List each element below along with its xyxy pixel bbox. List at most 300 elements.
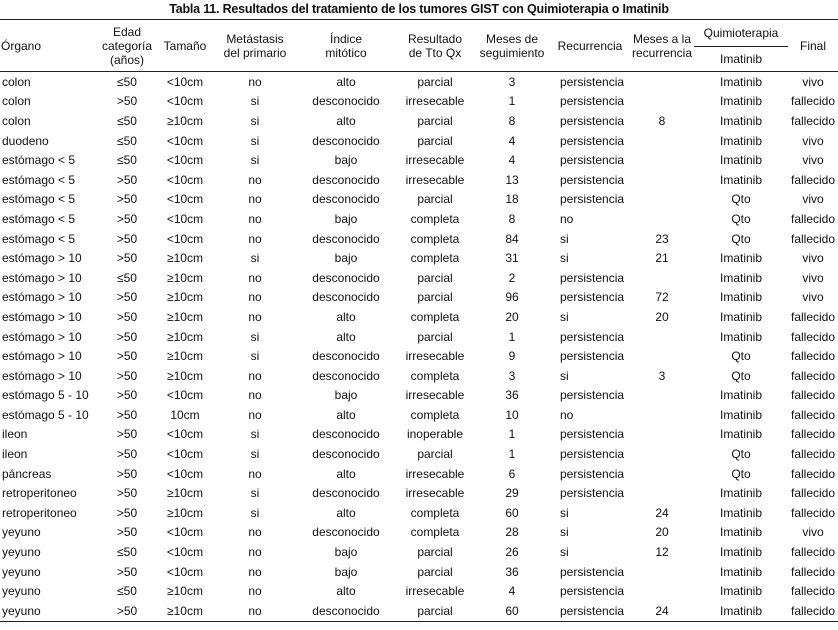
cell-tratamiento: Imatinib — [719, 388, 763, 403]
cell-final: fallecido — [790, 584, 836, 599]
cell-meses: 84 — [505, 231, 519, 246]
cell-recurrencia: persistencia — [560, 466, 625, 481]
cell-recurrencia: si — [560, 368, 569, 383]
cell-edad: >50 — [98, 601, 156, 621]
cell-edad: >50 — [116, 486, 138, 501]
cell-resultado: completa — [410, 505, 460, 520]
header-tamano: Tamaño — [163, 38, 207, 53]
cell-tratamiento: Imatinib — [719, 172, 763, 187]
cell-metastasis: si — [250, 349, 260, 364]
cell-metastasis: si — [250, 447, 260, 462]
cell-edad: >50 — [116, 427, 138, 442]
cell-final: fallecido — [790, 329, 836, 344]
cell-tratamiento: Imatinib — [719, 153, 763, 168]
cell-metastasis: si — [250, 251, 260, 266]
cell-tamano: ≥10cm — [167, 505, 203, 520]
cell-indice: desconocido — [312, 427, 380, 442]
cell-meses: 60 — [474, 601, 550, 621]
cell-tamano: ≥10cm — [167, 113, 203, 128]
cell-organo: estómago 5 - 10 — [2, 388, 89, 403]
cell-indice: desconocido — [312, 368, 380, 383]
cell-meses-recurrencia: 24 — [630, 601, 694, 621]
table-caption: Tabla 11. Resultados del tratamiento de los tumores GIST con Quimioterapia o Imatinib — [169, 2, 669, 16]
cell-tamano: <10cm — [166, 172, 204, 187]
cell-indice: desconocido — [312, 94, 380, 109]
cell-metastasis: si — [250, 486, 260, 501]
cell-metastasis: si — [250, 329, 260, 344]
cell-metastasis: no — [248, 466, 262, 481]
cell-indice: desconocido — [312, 349, 380, 364]
table-row — [0, 248, 838, 268]
cell-meses-recurrencia — [630, 483, 694, 503]
cell-organo: estómago 5 - 10 — [2, 407, 89, 422]
cell-tamano: ≥10cm — [167, 290, 203, 305]
cell-organo: páncreas — [2, 466, 52, 481]
header-meses — [474, 20, 550, 72]
header-resultado-line: Resultado — [407, 31, 463, 46]
cell-tratamiento: Imatinib — [719, 486, 763, 501]
cell-resultado: completa — [410, 211, 460, 226]
cell-edad: >50 — [116, 368, 138, 383]
cell-tamano: <10cm — [166, 74, 204, 89]
cell-tratamiento: Imatinib — [719, 525, 763, 540]
cell-indice: desconocido — [312, 486, 380, 501]
cell-edad: ≤50 — [117, 153, 137, 168]
header-edad-line: categoría — [101, 38, 153, 53]
cell-tratamiento: Qto — [731, 192, 751, 207]
cell-tamano: ≥10cm — [167, 309, 203, 324]
cell-recurrencia: persistencia — [560, 153, 625, 168]
cell-organo: ileon — [2, 447, 28, 462]
cell-tamano: ≥10cm — [167, 486, 203, 501]
table-row — [0, 464, 838, 484]
cell-meses: 20 — [505, 309, 519, 324]
cell-final: vivo — [802, 290, 824, 305]
table-row — [0, 288, 838, 308]
cell-metastasis: no — [248, 211, 262, 226]
cell-metastasis: no — [248, 388, 262, 403]
cell-organo: yeyuno — [2, 545, 41, 560]
cell-meses: 3 — [508, 368, 516, 383]
cell-recurrencia: persistencia — [560, 427, 625, 442]
cell-final: fallecido — [790, 407, 836, 422]
cell-meses: 36 — [505, 564, 519, 579]
cell-resultado: parcial — [396, 601, 474, 621]
cell-recurrencia: no — [560, 407, 574, 422]
cell-recurrencia: si — [560, 251, 569, 266]
cell-final: fallecido — [790, 447, 836, 462]
cell-recurrencia: persistencia — [560, 133, 625, 148]
table-row — [0, 425, 838, 445]
cell-tratamiento: Imatinib — [719, 329, 763, 344]
header-metastasis — [214, 20, 296, 72]
header-indice-line: mitótico — [325, 45, 367, 60]
cell-indice: alto — [336, 309, 356, 324]
cell-organo: duodeno — [2, 133, 49, 148]
cell-recurrencia: si — [560, 231, 569, 246]
header-recurrencia: Recurrencia — [557, 38, 623, 53]
cell-meses: 4 — [508, 133, 516, 148]
cell-tamano: <10cm — [166, 192, 204, 207]
cell-tamano: <10cm — [166, 564, 204, 579]
cell-recurrencia: persistencia — [550, 601, 630, 621]
table-row — [0, 150, 838, 170]
cell-meses: 13 — [505, 172, 519, 187]
cell-recurrencia: persistencia — [560, 270, 625, 285]
cell-tratamiento: Imatinib — [719, 427, 763, 442]
cell-metastasis: no — [248, 564, 262, 579]
header-indice-line: Índice — [329, 31, 363, 46]
cell-organo: estómago > 10 — [2, 251, 82, 266]
cell-indice: desconocido — [312, 172, 380, 187]
cell-edad: ≤50 — [117, 545, 137, 560]
cell-meses: 18 — [505, 192, 519, 207]
cell-meses: 10 — [505, 407, 519, 422]
table-body — [0, 72, 838, 622]
cell-tamano: ≥10cm — [167, 349, 203, 364]
header-meses-line: seguimiento — [479, 45, 545, 60]
table-row — [0, 327, 838, 347]
cell-tratamiento: Imatinib — [719, 290, 763, 305]
cell-meses: 28 — [505, 525, 519, 540]
cell-resultado: inoperable — [406, 427, 464, 442]
cell-meses-recurrencia: 12 — [655, 545, 669, 560]
cell-tamano: <10cm — [166, 94, 204, 109]
table-row — [0, 111, 838, 131]
cell-organo: estómago > 10 — [2, 368, 82, 383]
cell-indice: desconocido — [312, 133, 380, 148]
cell-indice: bajo — [334, 545, 358, 560]
cell-resultado: parcial — [417, 290, 453, 305]
cell-indice: alto — [336, 505, 356, 520]
cell-final: fallecido — [790, 564, 836, 579]
cell-edad: >50 — [116, 211, 138, 226]
table-row — [0, 92, 838, 112]
cell-final: fallecido — [790, 427, 836, 442]
header-meses-recurrencia — [630, 20, 694, 72]
cell-indice: desconocido — [312, 290, 380, 305]
cell-indice: bajo — [334, 564, 358, 579]
cell-tamano: 10cm — [170, 407, 200, 422]
cell-tamano: <10cm — [166, 447, 204, 462]
cell-tamano: <10cm — [166, 388, 204, 403]
cell-tamano: ≥10cm — [156, 601, 214, 621]
cell-organo: retroperitoneo — [2, 486, 77, 501]
table-row — [0, 444, 838, 464]
cell-recurrencia: persistencia — [560, 584, 625, 599]
table-row — [0, 483, 838, 503]
cell-edad: >50 — [116, 447, 138, 462]
table-row — [0, 131, 838, 151]
header-organo: Órgano — [1, 38, 42, 53]
cell-metastasis: no — [214, 601, 296, 621]
cell-recurrencia: si — [560, 505, 569, 520]
cell-resultado: irresecable — [405, 153, 465, 168]
cell-meses: 4 — [508, 584, 516, 599]
cell-edad: ≤50 — [117, 113, 137, 128]
cell-tamano: ≥10cm — [167, 329, 203, 344]
cell-recurrencia: persistencia — [560, 486, 625, 501]
cell-resultado: parcial — [417, 270, 453, 285]
cell-resultado: irresecable — [405, 584, 465, 599]
cell-meses-recurrencia: 23 — [655, 231, 669, 246]
cell-meses-recurrencia: 20 — [655, 309, 669, 324]
cell-meses-recurrencia — [630, 405, 694, 425]
cell-recurrencia: no — [560, 211, 574, 226]
cell-tratamiento: Imatinib — [719, 407, 763, 422]
cell-meses-recurrencia — [630, 346, 694, 366]
header-metastasis-line: Metástasis — [226, 31, 284, 46]
cell-edad: >50 — [116, 251, 138, 266]
table-row — [0, 170, 838, 190]
cell-resultado: parcial — [417, 113, 453, 128]
results-table — [0, 19, 838, 622]
cell-metastasis: no — [248, 407, 262, 422]
cell-resultado: completa — [410, 407, 460, 422]
header-meses-rec-line: recurrencia — [631, 45, 693, 60]
cell-edad: >50 — [116, 172, 138, 187]
cell-final: vivo — [802, 74, 824, 89]
cell-resultado: parcial — [417, 74, 453, 89]
cell-final: fallecido — [790, 231, 836, 246]
cell-tamano: <10cm — [166, 427, 204, 442]
cell-tratamiento: Imatinib — [719, 309, 763, 324]
cell-tratamiento: Qto — [731, 231, 751, 246]
header-metastasis-line: del primario — [223, 45, 287, 60]
cell-tamano: <10cm — [166, 211, 204, 226]
cell-edad: >50 — [116, 349, 138, 364]
header-indice — [296, 20, 396, 72]
cell-edad: ≤50 — [117, 270, 137, 285]
cell-recurrencia: persistencia — [560, 290, 625, 305]
cell-meses: 2 — [508, 270, 516, 285]
cell-tratamiento: Imatinib — [719, 584, 763, 599]
cell-edad: >50 — [116, 192, 138, 207]
cell-resultado: irresecable — [405, 486, 465, 501]
cell-meses-recurrencia: 20 — [655, 525, 669, 540]
cell-organo: yeyuno — [2, 564, 41, 579]
cell-metastasis: no — [248, 584, 262, 599]
cell-final: fallecido — [790, 486, 836, 501]
cell-meses-recurrencia — [630, 386, 694, 406]
cell-organo: colon — [2, 74, 31, 89]
table-row — [0, 542, 838, 562]
cell-tamano: <10cm — [166, 133, 204, 148]
cell-edad: >50 — [116, 94, 138, 109]
cell-meses: 96 — [505, 290, 519, 305]
cell-resultado: parcial — [417, 564, 453, 579]
cell-final: fallecido — [790, 505, 836, 520]
cell-indice: alto — [336, 466, 356, 481]
cell-resultado: irresecable — [405, 466, 465, 481]
cell-edad: ≤50 — [117, 584, 137, 599]
cell-metastasis: si — [250, 153, 260, 168]
cell-tratamiento: Imatinib — [719, 113, 763, 128]
cell-tratamiento: Imatinib — [719, 133, 763, 148]
cell-tratamiento: Imatinib — [694, 601, 788, 621]
header-edad-line: Edad — [112, 24, 142, 39]
cell-recurrencia: persistencia — [560, 74, 625, 89]
cell-meses: 8 — [508, 113, 516, 128]
cell-meses-recurrencia — [630, 92, 694, 112]
cell-tamano: <10cm — [166, 153, 204, 168]
cell-organo: estómago < 5 — [2, 192, 76, 207]
cell-indice: bajo — [334, 211, 358, 226]
cell-metastasis: no — [248, 192, 262, 207]
cell-indice: desconocido — [296, 601, 396, 621]
cell-indice: desconocido — [312, 231, 380, 246]
cell-meses-recurrencia — [630, 464, 694, 484]
cell-meses: 31 — [505, 251, 519, 266]
cell-meses: 9 — [508, 349, 516, 364]
cell-recurrencia: persistencia — [560, 349, 625, 364]
cell-resultado: completa — [410, 309, 460, 324]
header-final: Final — [799, 38, 826, 53]
cell-resultado: completa — [410, 251, 460, 266]
cell-edad: >50 — [116, 329, 138, 344]
header-edad — [98, 20, 156, 72]
cell-recurrencia: si — [560, 309, 569, 324]
cell-indice: desconocido — [312, 192, 380, 207]
cell-metastasis: no — [248, 172, 262, 187]
cell-tamano: <10cm — [166, 231, 204, 246]
cell-meses: 1 — [508, 94, 516, 109]
cell-tratamiento: Imatinib — [719, 270, 763, 285]
cell-resultado: irresecable — [405, 94, 465, 109]
table-row — [0, 523, 838, 543]
cell-final: fallecido — [790, 172, 836, 187]
cell-organo: yeyuno — [2, 584, 41, 599]
cell-meses-recurrencia — [630, 562, 694, 582]
cell-meses-recurrencia: 24 — [655, 505, 669, 520]
table-row — [0, 405, 838, 425]
cell-organo: yeyuno — [0, 601, 98, 621]
cell-tratamiento: Qto — [731, 349, 751, 364]
cell-meses: 6 — [508, 466, 516, 481]
cell-metastasis: si — [250, 94, 260, 109]
cell-recurrencia: si — [560, 545, 569, 560]
cell-final: fallecido — [790, 94, 836, 109]
table-row — [0, 581, 838, 601]
cell-organo: yeyuno — [2, 525, 41, 540]
cell-resultado: irresecable — [405, 172, 465, 187]
cell-tratamiento: Imatinib — [719, 94, 763, 109]
cell-tratamiento: Imatinib — [719, 505, 763, 520]
cell-meses: 60 — [505, 505, 519, 520]
cell-organo: estómago > 10 — [2, 290, 82, 305]
cell-indice: bajo — [334, 388, 358, 403]
cell-edad: >50 — [116, 407, 138, 422]
table-row — [0, 562, 838, 582]
cell-meses-recurrencia — [630, 581, 694, 601]
cell-meses-recurrencia: 8 — [658, 113, 666, 128]
table-row — [0, 601, 838, 621]
table-row — [0, 229, 838, 249]
cell-tamano: ≥10cm — [167, 251, 203, 266]
cell-metastasis: si — [250, 505, 260, 520]
cell-meses-recurrencia — [630, 444, 694, 464]
cell-indice: bajo — [334, 153, 358, 168]
cell-final: fallecido — [790, 466, 836, 481]
header-resultado-line: de Tto Qx — [408, 45, 462, 60]
cell-resultado: parcial — [417, 545, 453, 560]
cell-final: fallecido — [790, 309, 836, 324]
cell-indice: alto — [336, 329, 356, 344]
cell-edad: ≤50 — [117, 133, 137, 148]
cell-organo: retroperitoneo — [2, 505, 77, 520]
cell-tratamiento: Imatinib — [719, 74, 763, 89]
cell-tamano: <10cm — [166, 545, 204, 560]
cell-organo: colon — [2, 113, 31, 128]
cell-metastasis: si — [250, 113, 260, 128]
cell-organo: estómago > 10 — [2, 309, 82, 324]
cell-recurrencia: si — [560, 525, 569, 540]
cell-edad: ≤50 — [117, 74, 137, 89]
cell-metastasis: no — [248, 368, 262, 383]
cell-meses-recurrencia — [630, 327, 694, 347]
cell-resultado: completa — [410, 368, 460, 383]
cell-organo: estómago < 5 — [2, 153, 76, 168]
cell-recurrencia: persistencia — [560, 172, 625, 187]
cell-meses-recurrencia — [630, 131, 694, 151]
cell-meses: 29 — [505, 486, 519, 501]
cell-edad: >50 — [116, 388, 138, 403]
cell-final: vivo — [802, 192, 824, 207]
cell-organo: estómago < 5 — [2, 172, 76, 187]
table-row — [0, 209, 838, 229]
cell-final: fallecido — [788, 601, 838, 621]
cell-tratamiento: Qto — [731, 447, 751, 462]
cell-resultado: completa — [410, 525, 460, 540]
cell-resultado: irresecable — [405, 388, 465, 403]
cell-final: vivo — [802, 251, 824, 266]
cell-meses: 36 — [505, 388, 519, 403]
cell-recurrencia: persistencia — [560, 447, 625, 462]
cell-indice: alto — [336, 74, 356, 89]
cell-indice: alto — [336, 584, 356, 599]
cell-meses-recurrencia — [630, 209, 694, 229]
cell-edad: >50 — [116, 290, 138, 305]
cell-edad: >50 — [116, 309, 138, 324]
header-edad-line: (años) — [109, 52, 144, 67]
cell-tratamiento: Qto — [731, 368, 751, 383]
cell-recurrencia: persistencia — [560, 564, 625, 579]
cell-meses: 3 — [508, 74, 516, 89]
cell-tratamiento: Qto — [731, 466, 751, 481]
cell-organo: colon — [2, 94, 31, 109]
table-header — [0, 20, 838, 72]
cell-metastasis: si — [250, 133, 260, 148]
cell-metastasis: no — [248, 525, 262, 540]
cell-edad: >50 — [116, 525, 138, 540]
cell-edad: >50 — [116, 505, 138, 520]
cell-indice: desconocido — [312, 525, 380, 540]
cell-final: fallecido — [790, 211, 836, 226]
cell-final: vivo — [802, 525, 824, 540]
cell-indice: desconocido — [312, 447, 380, 462]
cell-indice: alto — [336, 113, 356, 128]
cell-metastasis: no — [248, 270, 262, 285]
cell-meses-recurrencia — [630, 150, 694, 170]
cell-tamano: ≥10cm — [167, 270, 203, 285]
cell-meses: 8 — [508, 211, 516, 226]
cell-meses-recurrencia: 21 — [655, 251, 669, 266]
table-row — [0, 503, 838, 523]
cell-resultado: parcial — [417, 329, 453, 344]
cell-meses: 1 — [508, 427, 516, 442]
cell-meses-recurrencia — [630, 190, 694, 210]
cell-resultado: parcial — [417, 192, 453, 207]
